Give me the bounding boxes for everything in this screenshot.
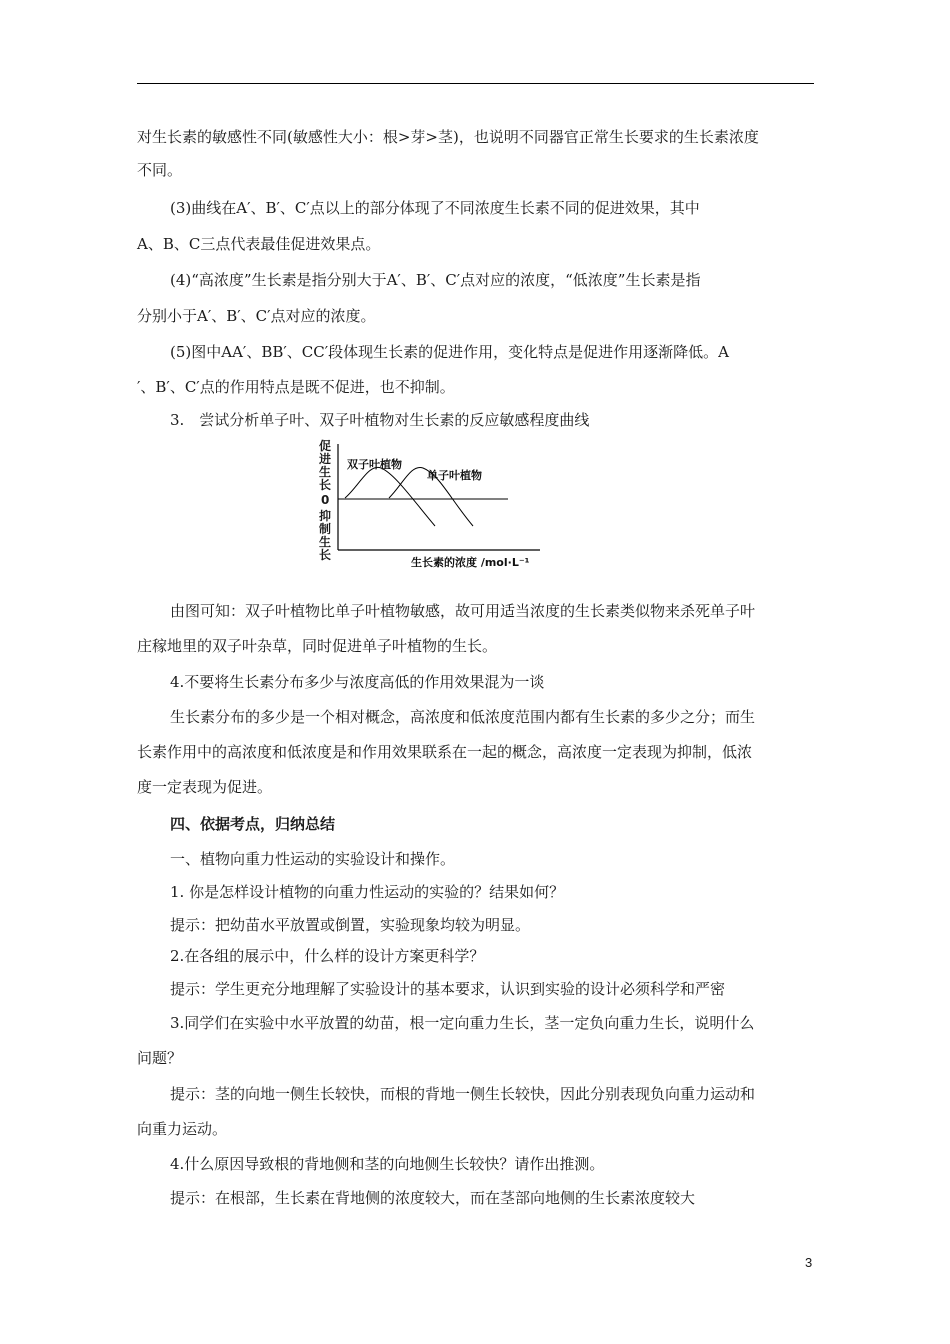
paragraph-line: (4)“高浓度”生长素是指分别大于A′、B′、C′点对应的浓度，“低浓度”生长素是指 — [170, 271, 701, 289]
hint-line: 提示：学生更充分地理解了实验设计的基本要求，认识到实验的设计必须科学和严密 — [170, 980, 726, 998]
question-line: 3.同学们在实验中水平放置的幼苗，根一定向重力生长，茎一定负向重力生长，说明什么 — [170, 1014, 755, 1032]
question-line: 1. 你是怎样设计植物的向重力性运动的实验的？结果如何？ — [170, 883, 565, 901]
zero-label: 0 — [321, 493, 330, 507]
paragraph-line: 由图可知：双子叶植物比单子叶植物敏感，故可用适当浓度的生长素类似物来杀死单子叶 — [170, 602, 756, 620]
monocot-label: 单子叶植物 — [427, 469, 482, 482]
paragraph-line: 分别小于A′、B′、C′点对应的浓度。 — [137, 307, 376, 325]
paragraph-line: 一、植物向重力性运动的实验设计和操作。 — [170, 850, 456, 868]
paragraph-line: 不同。 — [137, 161, 183, 179]
hint-line: 提示：在根部，生长素在背地侧的浓度较大，而在茎部向地侧的生长素浓度较大 — [170, 1189, 696, 1207]
paragraph-line: 庄稼地里的双子叶杂草，同时促进单子叶植物的生长。 — [137, 637, 498, 655]
paragraph-line: (3)曲线在A′、B′、C′点以上的部分体现了不同浓度生长素不同的促进效果，其中 — [170, 199, 700, 217]
paragraph-line: 生长素分布的多少是一个相对概念，高浓度和低浓度范围内都有生长素的多少之分；而生 — [170, 708, 756, 726]
paragraph-line: 向重力运动。 — [137, 1120, 228, 1138]
question-line: 2.在各组的展示中，什么样的设计方案更科学？ — [170, 947, 485, 965]
paragraph-line: 问题？ — [137, 1049, 183, 1067]
question-line: 4.什么原因导致根的背地侧和茎的向地侧生长较快？请作出推测。 — [170, 1155, 605, 1173]
paragraph-line: A、B、C三点代表最佳促进效果点。 — [137, 235, 381, 253]
paragraph-line: 度一定表现为促进。 — [137, 778, 273, 796]
x-axis-label: 生长素的浓度 /mol·L⁻¹ — [411, 556, 530, 569]
paragraph-line: (5)图中AA′、BB′、CC′段体现生长素的促进作用，变化特点是促进作用逐渐降低。A — [170, 343, 729, 361]
sensitivity-figure — [315, 438, 545, 578]
page-number: 3 — [805, 1255, 813, 1270]
section-heading: 四、依据考点，归纳总结 — [170, 815, 336, 833]
paragraph-line: 4.不要将生长素分布多少与浓度高低的作用效果混为一谈 — [170, 673, 545, 691]
dicot-label: 双子叶植物 — [347, 458, 402, 471]
header-rule — [137, 83, 814, 84]
hint-line: 提示：茎的向地一侧生长较快，而根的背地一侧生长较快，因此分别表现负向重力运动和 — [170, 1085, 756, 1103]
y-axis-label-promote: 促进生长 — [319, 439, 332, 492]
paragraph-line: 3. 尝试分析单子叶、双子叶植物对生长素的反应敏感程度曲线 — [170, 411, 590, 429]
paragraph-line: 对生长素的敏感性不同(敏感性大小：根>芽>茎)，也说明不同器官正常生长要求的生长素浓度 — [137, 128, 759, 146]
paragraph-line: ′、B′、C′点的作用特点是既不促进，也不抑制。 — [137, 378, 455, 396]
y-axis-label-inhibit: 抑制生长 — [319, 509, 332, 562]
paragraph-line: 长素作用中的高浓度和低浓度是和作用效果联系在一起的概念，高浓度一定表现为抑制，低浓 — [137, 743, 753, 761]
hint-line: 提示：把幼苗水平放置或倒置，实验现象均较为明显。 — [170, 916, 531, 934]
